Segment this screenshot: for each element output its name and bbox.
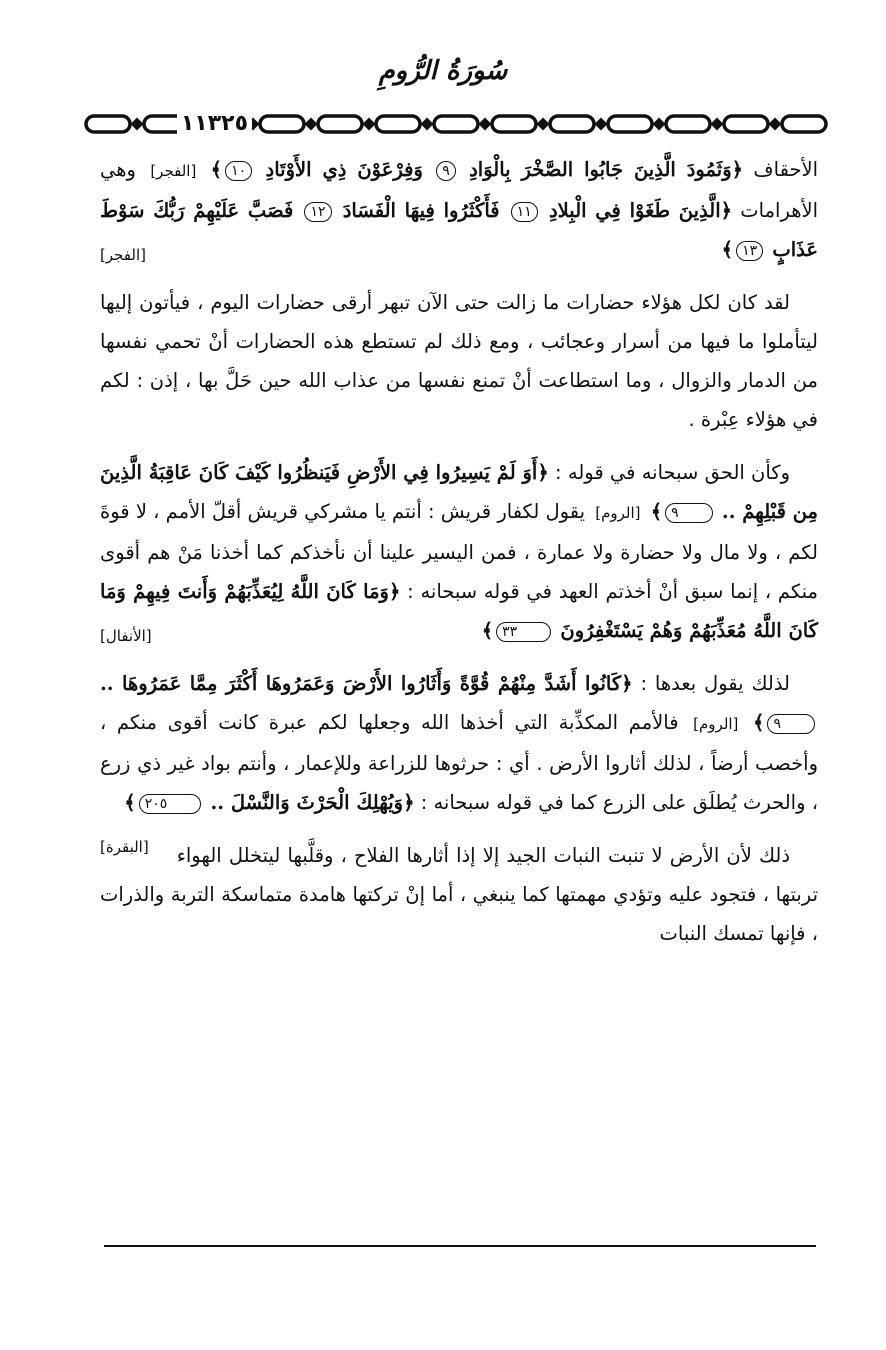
paragraph-5: ذلك لأن الأرض لا تنبت النبات الجيد إلا إذا أثارها الفلاح ، وقلَّبها ليتخلل الهواء تربتها ، فتجود عليه وتؤدي مهمتها كما ينبغي ، أما إنْ تركتها هامدة متماسكة التربة والذرات ، فإنها تمسك النبات [100,844,818,945]
chain-diamond [481,120,489,128]
paragraph-3 [100,453,818,650]
chain-diamond [655,120,663,128]
quran-verse: الَّذِينَ طَغَوْا فِي الْبِلادِ [548,199,721,222]
ornate-bracket-close: ﴾ [210,158,223,181]
quran-verse: وَثَمُودَ الَّذِينَ جَابُوا الصَّخْرَ بِالْوَادِ [469,158,732,181]
ornate-bracket-close: ﴾ [481,619,494,642]
quran-verse: فَأَكْثَرُوا فِيهَا الْفَسَادَ [342,199,500,222]
chain-link [260,116,304,132]
text: وكأن الحق سبحانه في قوله : [555,461,791,484]
chain-link [550,116,594,132]
chain-link [86,116,130,132]
surah-reference: [الفجر] [100,246,146,264]
text: يقول لكفار قريش : أنتم يا مشركي قريش أقلّ الأمم ، لا قوةَ لكم ، ولا مال ولا حضارة ولا عمارة ، فمن اليسير علينا أن نأخذكم كما أخذنا مَنْ هم أقوى منكم ، إنما سبق أنْ أخذتم العهد في قوله سبحانه : [100,500,819,603]
quran-verse: أَوَ لَمْ يَسِيرُوا فِي الأَرْضِ فَيَنظُرُوا كَيْفَ كَانَ عَاقِبَةُ الَّذِينَ مِن قَبْلِهِمْ .. [100,461,819,523]
footer-rule [104,1245,816,1247]
text: وهي الأهرامات [100,158,819,222]
chain-diamond [539,120,547,128]
quran-verse: وَيُهْلِكَ الْحَرْثَ وَالنَّسْلَ .. [210,791,404,814]
paragraph-4 [100,664,818,856]
ayah-number: ١٢ [304,202,331,222]
ornate-bracket-close: ﴾ [753,711,765,734]
surah-reference: [البقرة] [100,838,149,856]
paragraph-2: لقد كان لكل هؤلاء حضارات ما زالت حتى الآن تبهر أرقى حضارات اليوم ، فيأتون إليها ليتأملوا ما فيها من أسرار وعجائب ، ومع ذلك لم تستطع هذه الحضارات أنْ تحمي نفسها من الدمار والزوال ، وما استطاعت أنْ تمنع نفسها من عذاب الله حين حَلَّ بها ، إذن : لكم في هؤلاء عِبْرة . [100,291,818,431]
ornate-bracket-open: ﴿ [403,791,415,814]
ornate-bracket-open: ﴿ [731,158,744,181]
ayah-number: ٢٠٥ [139,794,202,814]
chain-link [434,116,478,132]
text: لذلك يقول بعدها : [640,672,790,695]
page-number: ١١٣٢٥ [177,108,252,140]
chain-link [782,116,826,132]
text: الأحقاف [753,158,819,181]
ornate-bracket-open: ﴿ [388,580,401,603]
ornate-bracket-open: ﴿ [537,461,549,484]
ornate-bracket-close: ﴾ [124,791,136,814]
surah-reference: [الروم] [595,504,641,522]
page-body [100,150,818,967]
ornate-bracket-close: ﴾ [650,500,663,523]
chain-diamond [713,120,721,128]
chain-diamond [423,120,431,128]
ayah-number: ٩ [665,503,713,523]
text: فالأمم المكذِّبة التي أخذها الله وجعلها لكم عبرة كانت أقوى منكم ، وأخصب أرضاً ، لذلك أثاروا الأرض . أي : حرثوها للزراعة وللإعمار ، وأنتم بواد غير ذي زرع ، والحرث يُطلَق على الزرع كما في قوله سبحانه : [100,711,818,814]
chain-diamond [307,120,315,128]
ornate-bracket-close: ﴾ [721,238,734,261]
chain-link [666,116,710,132]
chain-link [608,116,652,132]
quran-verse: وَمَا كَانَ اللَّهُ لِيُعَذِّبَهُمْ وَأَنتَ فِيهِمْ وَمَا كَانَ اللَّهُ مُعَذِّبَهُمْ وَهُمْ يَسْتَغْفِرُونَ [100,580,818,642]
chain-diamond [771,120,779,128]
quran-verse: وَفِرْعَوْنَ ذِي الأَوْتَادِ [265,158,423,181]
ayah-number: ١٠ [225,161,252,181]
ayah-number: ٩ [767,714,815,734]
quran-verse: كَانُوا أَشَدَّ مِنْهُمْ قُوَّةً وَأَثَارُوا الأَرْضَ وَعَمَرُوهَا أَكْثَرَ مِمَّا عَمَرُوهَا .. [100,672,622,695]
chain-diamond [597,120,605,128]
ornate-bracket-open: ﴿ [621,672,633,695]
surah-reference: [الروم] [693,715,739,733]
ayah-number: ١١ [511,202,538,222]
chain-diamond [133,120,141,128]
chain-link [376,116,420,132]
ornate-bracket-open: ﴿ [720,199,733,222]
surah-reference: [الأنفال] [100,627,152,645]
ayah-number: ١٣ [736,241,763,261]
paragraph-1 [100,150,818,269]
chain-diamond [365,120,373,128]
chain-link [492,116,536,132]
surah-reference: [الفجر] [150,162,197,180]
ayah-number: ٩ [436,161,456,181]
chain-link [724,116,768,132]
quran-verse: فَصَبَّ عَلَيْهِمْ رَبُّكَ سَوْطَ عَذَابٍ [100,199,818,261]
ayah-number: ٣٣ [496,622,551,642]
chain-link [318,116,362,132]
surah-title: سُورَةُ الرُّومِ [378,56,508,86]
